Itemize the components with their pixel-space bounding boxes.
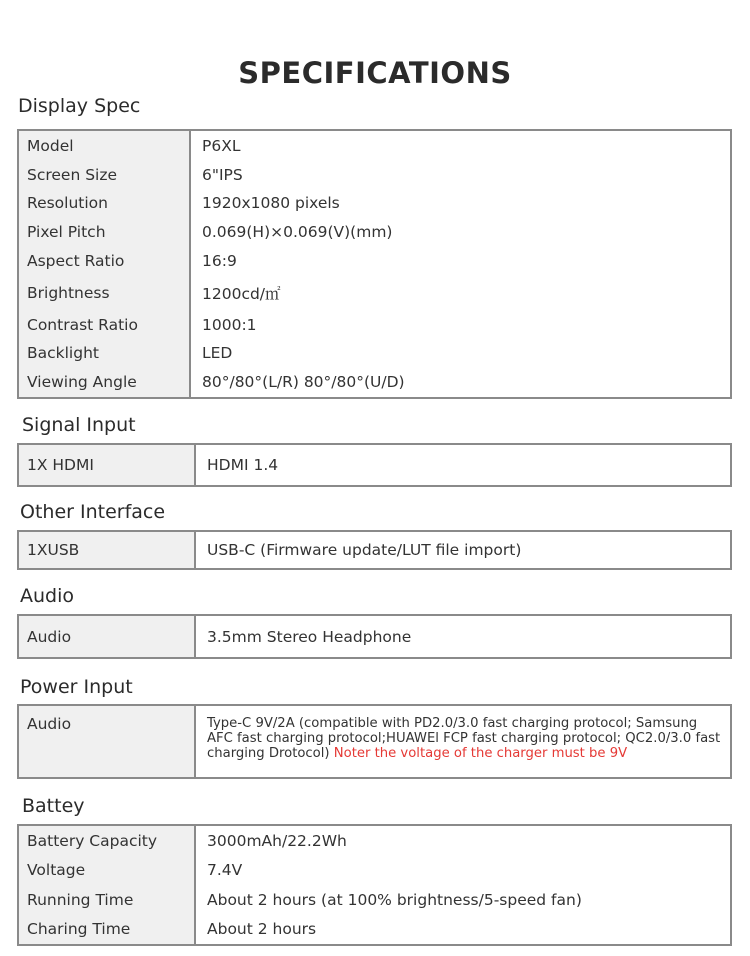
spec-value: 7.4V [195, 856, 731, 885]
spec-key: Contrast Ratio [18, 310, 190, 339]
spec-value: About 2 hours [195, 914, 731, 945]
spec-value: 1000:1 [190, 310, 731, 339]
spec-key: Resolution [18, 189, 190, 218]
power-input-table [17, 704, 732, 779]
other-interface-table [17, 530, 732, 570]
spec-value: About 2 hours (at 100% brightness/5-speed fan) [195, 885, 731, 914]
table-row [18, 825, 731, 856]
table-row [18, 705, 731, 778]
spec-key: Charing Time [18, 914, 195, 945]
table-row [18, 310, 731, 339]
table-row [18, 531, 731, 569]
display-spec-table [17, 129, 732, 399]
spec-key: Running Time [18, 885, 195, 914]
spec-key: Audio [18, 615, 195, 658]
spec-value: HDMI 1.4 [195, 444, 731, 486]
table-row [18, 160, 731, 189]
spec-key: Model [18, 130, 190, 160]
table-row [18, 368, 731, 398]
spec-value: 80°/80°(L/R) 80°/80°(U/D) [190, 368, 731, 398]
section-heading-display: Display Spec [18, 95, 141, 117]
spec-key: Backlight [18, 339, 190, 368]
spec-key: Screen Size [18, 160, 190, 189]
spec-key: Pixel Pitch [18, 218, 190, 247]
table-row [18, 444, 731, 486]
table-row [18, 914, 731, 945]
spec-key: Voltage [18, 856, 195, 885]
spec-value: P6XL [190, 130, 731, 160]
section-heading-audio: Audio [20, 585, 75, 607]
table-row [18, 218, 731, 247]
spec-value: LED [190, 339, 731, 368]
spec-key: Brightness [18, 275, 190, 310]
spec-value: 0.069(H)×0.069(V)(mm) [190, 218, 731, 247]
spec-key: Audio [18, 705, 195, 778]
table-row [18, 246, 731, 275]
spec-key: Viewing Angle [18, 368, 190, 398]
table-row [18, 275, 731, 310]
spec-key: 1X HDMI [18, 444, 195, 486]
spec-value: USB-C (Firmware update/LUT file import) [195, 531, 731, 569]
page-title: SPECIFICATIONS [238, 56, 512, 90]
spec-value: 6"IPS [190, 160, 731, 189]
section-heading-battery: Battey [22, 795, 85, 817]
spec-value: 3000mAh/22.2Wh [195, 825, 731, 856]
signal-input-table [17, 443, 732, 487]
audio-table [17, 614, 732, 659]
table-row [18, 615, 731, 658]
spec-key: 1XUSB [18, 531, 195, 569]
power-input-description: Type-C 9V/2A (compatible with PD2.0/3.0 fast charging protocol; Samsung AFC fast charging protocol;HUAWEl FCP fast charging protocol; QC2.0/3.0 fast charging Drotocol) [207, 716, 721, 761]
table-row [18, 885, 731, 914]
section-heading-other: Other Interface [20, 501, 166, 523]
charger-voltage-note: Noter the voltage of the charger must be 9V [329, 746, 628, 761]
table-row [18, 339, 731, 368]
spec-value: 3.5mm Stereo Headphone [195, 615, 731, 658]
spec-value: 16:9 [190, 246, 731, 275]
spec-key: Battery Capacity [18, 825, 195, 856]
section-heading-power: Power Input [20, 676, 133, 698]
spec-value [195, 705, 731, 778]
table-row [18, 856, 731, 885]
spec-value: 1920x1080 pixels [190, 189, 731, 218]
section-heading-signal: Signal Input [22, 414, 136, 436]
table-row [18, 189, 731, 218]
spec-value: 1200cd/㎡ [190, 275, 731, 310]
spec-key: Aspect Ratio [18, 246, 190, 275]
table-row [18, 130, 731, 160]
battery-table [17, 824, 732, 946]
